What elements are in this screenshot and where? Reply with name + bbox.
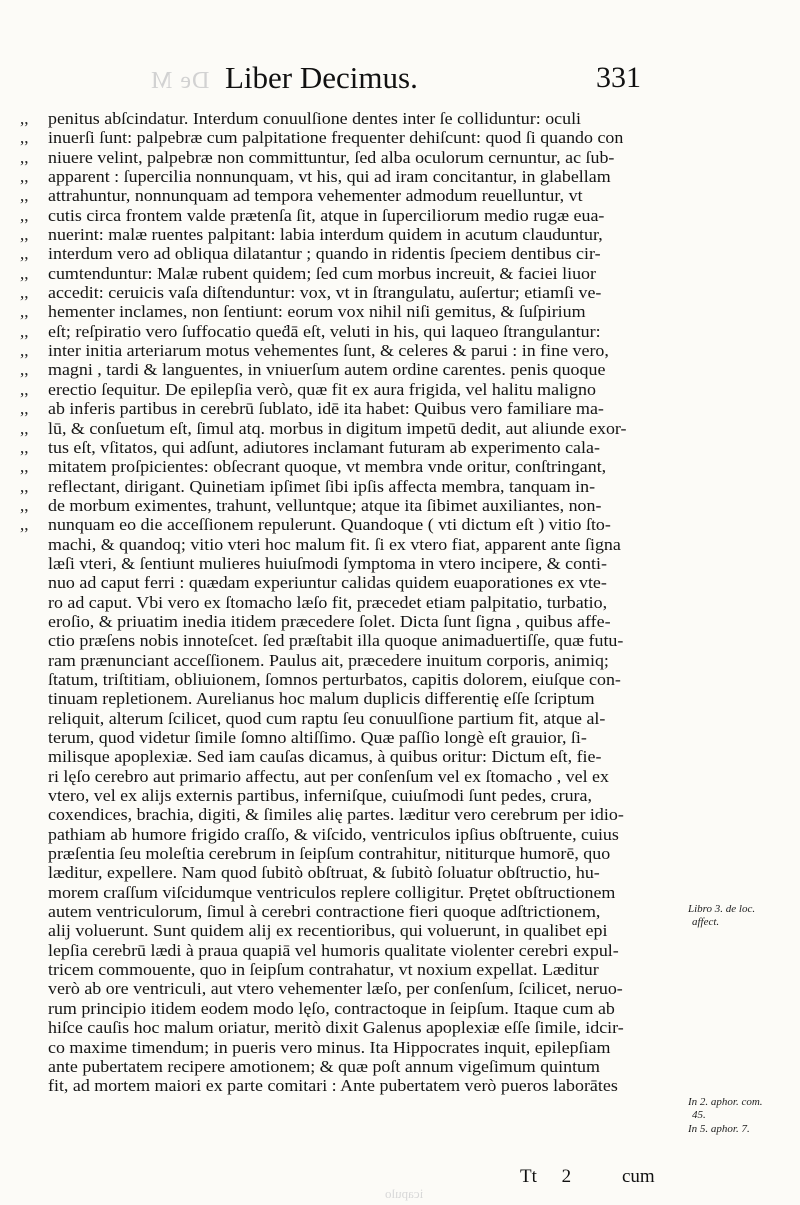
signature-mark: Tt 2	[520, 1166, 572, 1187]
quotation-mark: ,,	[20, 476, 29, 496]
line-text: interdum vero ad obliqua dilatantur ; quando in ridentis ſpeciem dentibus cir-	[48, 244, 601, 264]
margin-note-aphor-2	[688, 1096, 798, 1122]
line-text: nuerint: malæ ruentes palpitant: labia interdum quidem in acutum clauduntur,	[48, 225, 603, 245]
quotation-mark: ,,	[20, 399, 29, 419]
text-line	[20, 167, 685, 186]
text-line	[20, 496, 685, 515]
quotation-mark: ,,	[20, 128, 29, 148]
bleed-through-text-bottom: icapulo	[385, 1186, 424, 1201]
line-text: nuo ad caput ferri : quædam experiuntur calidas quidem euaporationes ex vte-	[48, 573, 607, 593]
quotation-mark: ,,	[20, 205, 29, 225]
text-line	[20, 979, 685, 998]
line-text: niuere velint, palpebræ non committuntur, ſed alba oculorum cernuntur, ac ſub-	[48, 147, 615, 167]
quotation-mark: ,,	[20, 225, 29, 245]
text-line	[20, 186, 685, 205]
text-line	[20, 380, 685, 399]
quotation-mark: ,,	[20, 321, 29, 341]
text-line	[20, 573, 685, 592]
text-line	[20, 999, 685, 1018]
line-text: nunquam eo die acceſſionem repulerunt. Quandoque ( vti dictum eſt ) vitio ſto-	[48, 515, 611, 535]
text-line	[20, 1076, 685, 1095]
text-line	[20, 902, 685, 921]
text-line	[20, 747, 685, 766]
catchword: cum	[622, 1166, 655, 1187]
line-text: machi, & quandoq; vitio vteri hoc malum fit. ſi ex vtero fiat, apparent ante ſigna	[48, 534, 621, 554]
line-text: lepſia cerebrū lædi à praua quapiā vel humoris qualitate violenter cerebri expul-	[48, 940, 619, 960]
quotation-mark: ,,	[20, 515, 29, 535]
line-text: cutis circa frontem valde prætenſa ſit, atque in ſuperciliorum medio rugæ eua-	[48, 205, 605, 225]
text-line	[20, 554, 685, 573]
text-line	[20, 341, 685, 360]
line-text: coxendices, brachia, digiti, & ſimiles alię partes. læditur vero cerebrum per idio-	[48, 805, 624, 825]
text-line	[20, 670, 685, 689]
text-line	[20, 1057, 685, 1076]
text-line	[20, 805, 685, 824]
bleed-through-text: De M	[150, 68, 210, 94]
text-line	[20, 148, 685, 167]
line-text: ante pubertatem recipere amotionem; & quæ poſt annum vigeſimum quintum	[48, 1056, 600, 1076]
line-text: reflectant, dirigant. Quinetiam ipſimet ſibi ipſis affecta membra, tanquam in-	[48, 476, 596, 496]
text-line	[20, 1038, 685, 1057]
quotation-mark: ,,	[20, 379, 29, 399]
text-line	[20, 360, 685, 379]
text-line	[20, 863, 685, 882]
quotation-mark: ,,	[20, 186, 29, 206]
line-text: tricem commouente, quo in ſeipſum contrahatur, vt noxium expellat. Læditur	[48, 960, 599, 980]
line-text: eroſio, & priuatim inedia itidem præcedere ſolet. Dicta ſunt ſigna , quibus affe-	[48, 611, 611, 631]
line-text: autem ventriculorum, ſimul à cerebri contractione fieri quoque adſtrictionem,	[48, 902, 601, 922]
quotation-mark: ,,	[20, 360, 29, 380]
line-text: de morbum eximentes, trahunt, velluntque; atque ita ſibimet auxiliantes, non-	[48, 495, 602, 515]
text-line	[20, 941, 685, 960]
line-text: milisque apoplexiæ. Sed iam cauſas dicamus, à quibus oritur: Dictum eſt, fie-	[48, 747, 602, 767]
text-line	[20, 225, 685, 244]
line-text: vtero, vel ex alijs externis partibus, inferniſque, cuiuſmodi ſunt pedes, crura,	[48, 786, 592, 806]
line-text: ram prænunciant acceſſionem. Paulus ait, præcedere inuitum corporis, animiq;	[48, 650, 609, 670]
line-text: mitatem proſpicientes: obſecrant quoque, vt membra vnde oritur, conſtringant,	[48, 457, 607, 477]
line-text: alij voluerunt. Sunt quidem alij ex recentioribus, qui voluerunt, in qualibet epi	[48, 921, 608, 941]
line-text: attrahuntur, nonnunquam ad tempora vehementer admodum reuelluntur, vt	[48, 186, 583, 206]
quotation-mark: ,,	[20, 495, 29, 515]
line-text: hementer inclames, non ſentiunt: eorum vox nihil niſi gemitus, & ſuſpirium	[48, 302, 586, 322]
text-line	[20, 728, 685, 747]
text-line	[20, 825, 685, 844]
margin-note-aphor-5	[688, 1123, 798, 1136]
line-text: pathiam ab humore frigido craſſo, & viſcido, ventriculos ipſius obſtruente, cuius	[48, 824, 619, 844]
line-text: læditur, expellere. Nam quod ſubitò obſtruat, & ſubitò ſoluatur obſtructio, hu-	[48, 863, 600, 883]
text-line	[20, 631, 685, 650]
text-line	[20, 283, 685, 302]
line-text: præſentia ſeu moleſtia cerebrum in ſeipſum contrahitur, nititurque humorē, quo	[48, 844, 611, 864]
line-text: ab inferis partibus in cerebrū ſublato, idē ita habet: Quibus vero familiare ma-	[48, 399, 604, 419]
text-line	[20, 593, 685, 612]
text-line	[20, 438, 685, 457]
text-line	[20, 302, 685, 321]
text-line	[20, 786, 685, 805]
text-line	[20, 709, 685, 728]
text-line	[20, 651, 685, 670]
page-number: 331	[596, 61, 641, 94]
line-text: eſt; reſpiratio vero ſuffocatio queḋā eſt, veluti in his, qui laqueo ſtrangulantur:	[48, 321, 601, 341]
quotation-mark: ,,	[20, 341, 29, 361]
quotation-mark: ,,	[20, 167, 29, 187]
line-text: inter initia arteriarum motus vehementes ſunt, & celeres & parui : in fine vero,	[48, 341, 609, 361]
line-text: inuerſi ſunt: palpebræ cum palpitatione frequenter dehiſcunt: quod ſi quando con	[48, 128, 624, 148]
quotation-mark: ,,	[20, 244, 29, 264]
text-line	[20, 244, 685, 263]
text-line	[20, 1018, 685, 1037]
text-line	[20, 535, 685, 554]
line-text: cumtenduntur: Malæ rubent quidem; ſed cum morbus increuit, & faciei liuor	[48, 263, 596, 283]
line-text: co maxime timendum; in pueris vero minus. Ita Hippocrates inquit, epilepſiam	[48, 1037, 611, 1057]
line-text: ri lęſo cerebro aut primario affectu, aut per conſenſum vel ex ſtomacho , vel ex	[48, 766, 609, 786]
text-line	[20, 264, 685, 283]
line-text: verò ab ore ventriculi, aut vtero vehementer læſo, per conſenſum, ſcilicet, neruo-	[48, 979, 623, 999]
line-text: hiſce cauſis hoc malum oriatur, meritò dixit Galenus apoplexiæ eſſe ſimile, idcir-	[48, 1018, 624, 1038]
main-text-block	[20, 109, 685, 1096]
quotation-mark: ,,	[20, 263, 29, 283]
quotation-mark: ,,	[20, 418, 29, 438]
line-text: magni , tardi & languentes, in vniuerſum autem ordine carentes. penis quoque	[48, 360, 606, 380]
line-text: apparent : ſupercilia nonnunquam, vt his, qui ad iram concitantur, in glabellam	[48, 167, 611, 187]
line-text: reliquit, alterum ſcilicet, quod cum raptu ſeu conuulſione partium fit, atque al-	[48, 708, 606, 728]
text-line	[20, 844, 685, 863]
text-line	[20, 206, 685, 225]
text-line	[20, 515, 685, 534]
text-line	[20, 883, 685, 902]
quotation-mark: ,,	[20, 283, 29, 303]
quotation-mark: ,,	[20, 109, 29, 128]
line-text: tinuam repletionem. Aurelianus hoc malum duplicis differentię eſſe ſcriptum	[48, 689, 595, 709]
text-line	[20, 109, 685, 128]
text-line	[20, 477, 685, 496]
line-text: terum, quod videtur ſimile ſomno altiſſimo. Quæ paſſio longè eſt grauior, ſi-	[48, 728, 587, 747]
text-line	[20, 128, 685, 147]
quotation-mark: ,,	[20, 147, 29, 167]
margin-note-line: Libro 3. de loc.	[688, 903, 756, 915]
running-head-title: Liber Decimus.	[225, 60, 418, 95]
line-text: accedit: ceruicis vaſa diſtenduntur: vox, vt in ſtrangulatu, auſertur; etiamſi ve-	[48, 283, 602, 303]
margin-note-line: In 2. aphor. com.	[688, 1096, 763, 1108]
text-line	[20, 960, 685, 979]
text-line	[20, 419, 685, 438]
text-line	[20, 457, 685, 476]
line-text: ro ad caput. Vbi vero ex ſtomacho læſo fit, præcedet etiam palpitatio, turbatio,	[48, 592, 608, 612]
line-text: erectio ſequitur. De epilepſia verò, quæ fit ex aura frigida, vel halitu maligno	[48, 379, 596, 399]
line-text: tus eſt, vſitatos, qui adſunt, adiutores inclamant futuram ab experimento cala-	[48, 437, 600, 457]
line-text: penitus abſcindatur. Interdum conuulſione dentes inter ſe colliduntur: oculi	[48, 109, 582, 128]
line-text: ſtatum, triſtitiam, obliuionem, ſomnos perturbatos, capitis dolorem, eiuſque con-	[48, 669, 621, 689]
margin-note-line: In 5. aphor. 7.	[688, 1123, 750, 1135]
margin-note-line: 45.	[692, 1109, 706, 1121]
line-text: fit, ad mortem maiori ex parte comitari : Ante pubertatem verò pueros laborātes	[48, 1076, 618, 1096]
text-line	[20, 612, 685, 631]
quotation-mark: ,,	[20, 302, 29, 322]
text-line	[20, 399, 685, 418]
text-line	[20, 322, 685, 341]
line-text: lū, & conſuetum eſt, ſimul atq. morbus in digitum impetū dedit, aut aliunde exor-	[48, 418, 627, 438]
text-line	[20, 689, 685, 708]
margin-note-line: affect.	[692, 916, 720, 928]
text-line	[20, 921, 685, 940]
text-line	[20, 767, 685, 786]
quotation-mark: ,,	[20, 437, 29, 457]
quotation-mark: ,,	[20, 457, 29, 477]
line-text: rum principio itidem eodem modo lęſo, contractoque in ſeipſum. Itaque cum ab	[48, 998, 615, 1018]
line-text: morem craſſum viſcidumque ventriculos replere colligitur. Prętet obſtructionem	[48, 882, 616, 902]
line-text: ctio præſens nobis innoteſcet. ſed præſtabit illa quoque animaduertiſſe, quæ futu-	[48, 631, 624, 651]
margin-note-libro-3	[688, 903, 798, 929]
line-text: læſi vteri, & ſentiunt mulieres huiuſmodi ſymptoma in vtero incipere, & conti-	[48, 553, 607, 573]
